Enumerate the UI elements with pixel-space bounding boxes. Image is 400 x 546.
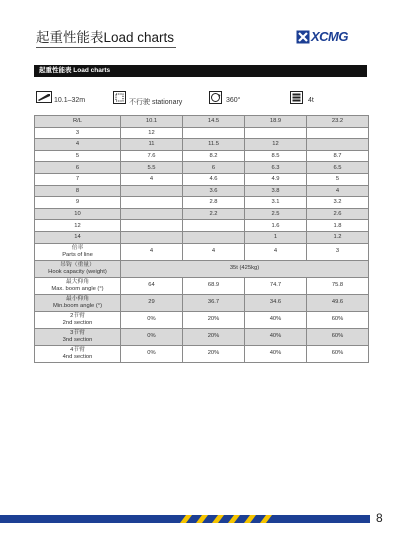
angle-cell: 49.6: [307, 294, 369, 311]
extension-cell: 0%: [121, 345, 183, 362]
xcmg-emblem-icon: [296, 30, 310, 44]
counterweight-icon: [290, 91, 303, 104]
radius-cell: 10: [35, 208, 121, 220]
load-chart-table: [34, 115, 368, 363]
capacity-cell: 8.7: [307, 150, 369, 162]
header-cell-boom: 23.2: [307, 116, 369, 128]
capacity-cell: [245, 127, 307, 139]
spec-rotation: [209, 91, 259, 107]
extension-cell: 40%: [245, 311, 307, 328]
capacity-cell: 1.8: [307, 220, 369, 232]
angle-cell: 74.7: [245, 277, 307, 294]
capacity-cell: 2.8: [183, 197, 245, 209]
angle-cell: 64: [121, 277, 183, 294]
angle-cell: 75.8: [307, 277, 369, 294]
extension-cell: 20%: [183, 311, 245, 328]
capacity-cell: [183, 220, 245, 232]
capacity-cell: 2.6: [307, 208, 369, 220]
table-row: [35, 173, 369, 185]
row-label-cn: 最大仰角: [65, 279, 90, 286]
row-label: [35, 311, 121, 328]
angle-cell: 36.7: [183, 294, 245, 311]
capacity-cell: 12: [121, 127, 183, 139]
radius-cell: 14: [35, 231, 121, 243]
parts-cell: 4: [121, 243, 183, 260]
capacity-cell: 8.5: [245, 150, 307, 162]
capacity-cell: 12: [245, 139, 307, 151]
capacity-cell: 3.1: [245, 197, 307, 209]
table-row: [35, 185, 369, 197]
angle-cell: 68.9: [183, 277, 245, 294]
row-label: [35, 328, 121, 345]
capacity-cell: 4: [307, 185, 369, 197]
table-row: [35, 208, 369, 220]
row-label: [35, 260, 121, 277]
xcmg-logo: [296, 29, 368, 45]
capacity-cell: 1.2: [307, 231, 369, 243]
header-cell-boom: 14.5: [183, 116, 245, 128]
row-label-cn: 3节臂: [70, 330, 85, 337]
capacity-cell: 4.9: [245, 173, 307, 185]
page-number: 8: [376, 511, 383, 525]
capacity-cell: [121, 208, 183, 220]
section-heading: 起重性能表 Load charts: [34, 65, 367, 77]
max-angle-row: [35, 277, 369, 294]
capacity-cell: 5: [307, 173, 369, 185]
capacity-cell: 4.6: [183, 173, 245, 185]
table-row: [35, 220, 369, 232]
header-cell-boom: 18.9: [245, 116, 307, 128]
row-label-en: 2nd section: [62, 319, 93, 326]
table-row: [35, 127, 369, 139]
table-row: [35, 162, 369, 174]
capacity-cell: [307, 139, 369, 151]
extension-cell: 60%: [307, 345, 369, 362]
row-label: [35, 243, 121, 260]
title-underline: [36, 47, 176, 48]
row-label-en: Min.boom angle (°): [52, 302, 103, 309]
table-row: [35, 139, 369, 151]
table-row: [35, 197, 369, 209]
capacity-cell: 6.3: [245, 162, 307, 174]
extension-cell: 60%: [307, 311, 369, 328]
min-angle-row: [35, 294, 369, 311]
spec-counterweight: [290, 91, 330, 107]
header-cell-boom: 10.1: [121, 116, 183, 128]
capacity-cell: 8.2: [183, 150, 245, 162]
radius-cell: 8: [35, 185, 121, 197]
section-row: [35, 345, 369, 362]
row-label-en: 4nd section: [62, 353, 93, 360]
row-label: [35, 345, 121, 362]
extension-cell: 20%: [183, 345, 245, 362]
capacity-cell: 7.6: [121, 150, 183, 162]
capacity-cell: 6: [183, 162, 245, 174]
footer-stripe: [0, 515, 370, 523]
extension-cell: 0%: [121, 328, 183, 345]
row-label-en: Max. boom angle (°): [51, 285, 104, 292]
radius-cell: 7: [35, 173, 121, 185]
capacity-cell: 6.5: [307, 162, 369, 174]
extension-cell: 40%: [245, 345, 307, 362]
radius-cell: 6: [35, 162, 121, 174]
radius-cell: 4: [35, 139, 121, 151]
radius-cell: 3: [35, 127, 121, 139]
capacity-cell: [183, 231, 245, 243]
hook-row: [35, 260, 369, 277]
capacity-cell: [121, 231, 183, 243]
hook-capacity-cell: 35t (425kg): [121, 260, 369, 277]
spec-boom-length: [36, 91, 106, 107]
outrigger-icon: [113, 91, 126, 104]
row-label: [35, 294, 121, 311]
capacity-cell: 2.2: [183, 208, 245, 220]
spec-boom-length-label: 10.1–32m: [54, 97, 86, 104]
capacity-cell: [121, 197, 183, 209]
table-row: [35, 150, 369, 162]
capacity-cell: [121, 185, 183, 197]
parts-cell: 3: [307, 243, 369, 260]
extension-cell: 20%: [183, 328, 245, 345]
radius-cell: 5: [35, 150, 121, 162]
row-label: [35, 277, 121, 294]
parts-cell: 4: [183, 243, 245, 260]
table-header-row: [35, 116, 369, 128]
row-label-en: Parts of line: [62, 251, 93, 258]
section-row: [35, 311, 369, 328]
parts-of-line-row: [35, 243, 369, 260]
capacity-cell: 1.6: [245, 220, 307, 232]
row-label-en: 3nd section: [62, 336, 93, 343]
spec-outrigger: [113, 91, 203, 107]
extension-cell: 40%: [245, 328, 307, 345]
row-label-cn: 4节臂: [70, 347, 85, 354]
spec-outrigger-label: 不行驶 stationary: [129, 99, 183, 106]
capacity-cell: 2.5: [245, 208, 307, 220]
capacity-cell: 5.5: [121, 162, 183, 174]
spec-rotation-label: 360°: [226, 97, 241, 104]
parts-cell: 4: [245, 243, 307, 260]
angle-cell: 29: [121, 294, 183, 311]
extension-cell: 60%: [307, 328, 369, 345]
extension-cell: 0%: [121, 311, 183, 328]
header-cell-radius: R/L: [35, 116, 121, 128]
radius-cell: 9: [35, 197, 121, 209]
capacity-cell: 11: [121, 139, 183, 151]
boom-length-icon: [36, 91, 52, 103]
capacity-cell: [183, 127, 245, 139]
radius-cell: 12: [35, 220, 121, 232]
row-label-cn: 倍率: [71, 245, 84, 252]
capacity-cell: 3.6: [183, 185, 245, 197]
row-label-cn: 2节臂: [70, 313, 85, 320]
table-row: [35, 231, 369, 243]
row-label-cn: 吊钩（重量）: [60, 262, 95, 269]
angle-cell: 34.6: [245, 294, 307, 311]
row-label-en: Hook capacity (weight): [48, 268, 107, 275]
capacity-cell: [307, 127, 369, 139]
capacity-cell: 3.8: [245, 185, 307, 197]
capacity-cell: 1: [245, 231, 307, 243]
section-row: [35, 328, 369, 345]
capacity-cell: 3.2: [307, 197, 369, 209]
rotation-icon: [209, 91, 222, 104]
capacity-cell: 4: [121, 173, 183, 185]
spec-counterweight-label: 4t: [308, 97, 314, 104]
brand-name: XCMG: [311, 29, 348, 44]
page-title: 起重性能表Load charts: [36, 30, 175, 45]
capacity-cell: [121, 220, 183, 232]
row-label-cn: 最小仰角: [65, 296, 90, 303]
capacity-cell: 11.5: [183, 139, 245, 151]
